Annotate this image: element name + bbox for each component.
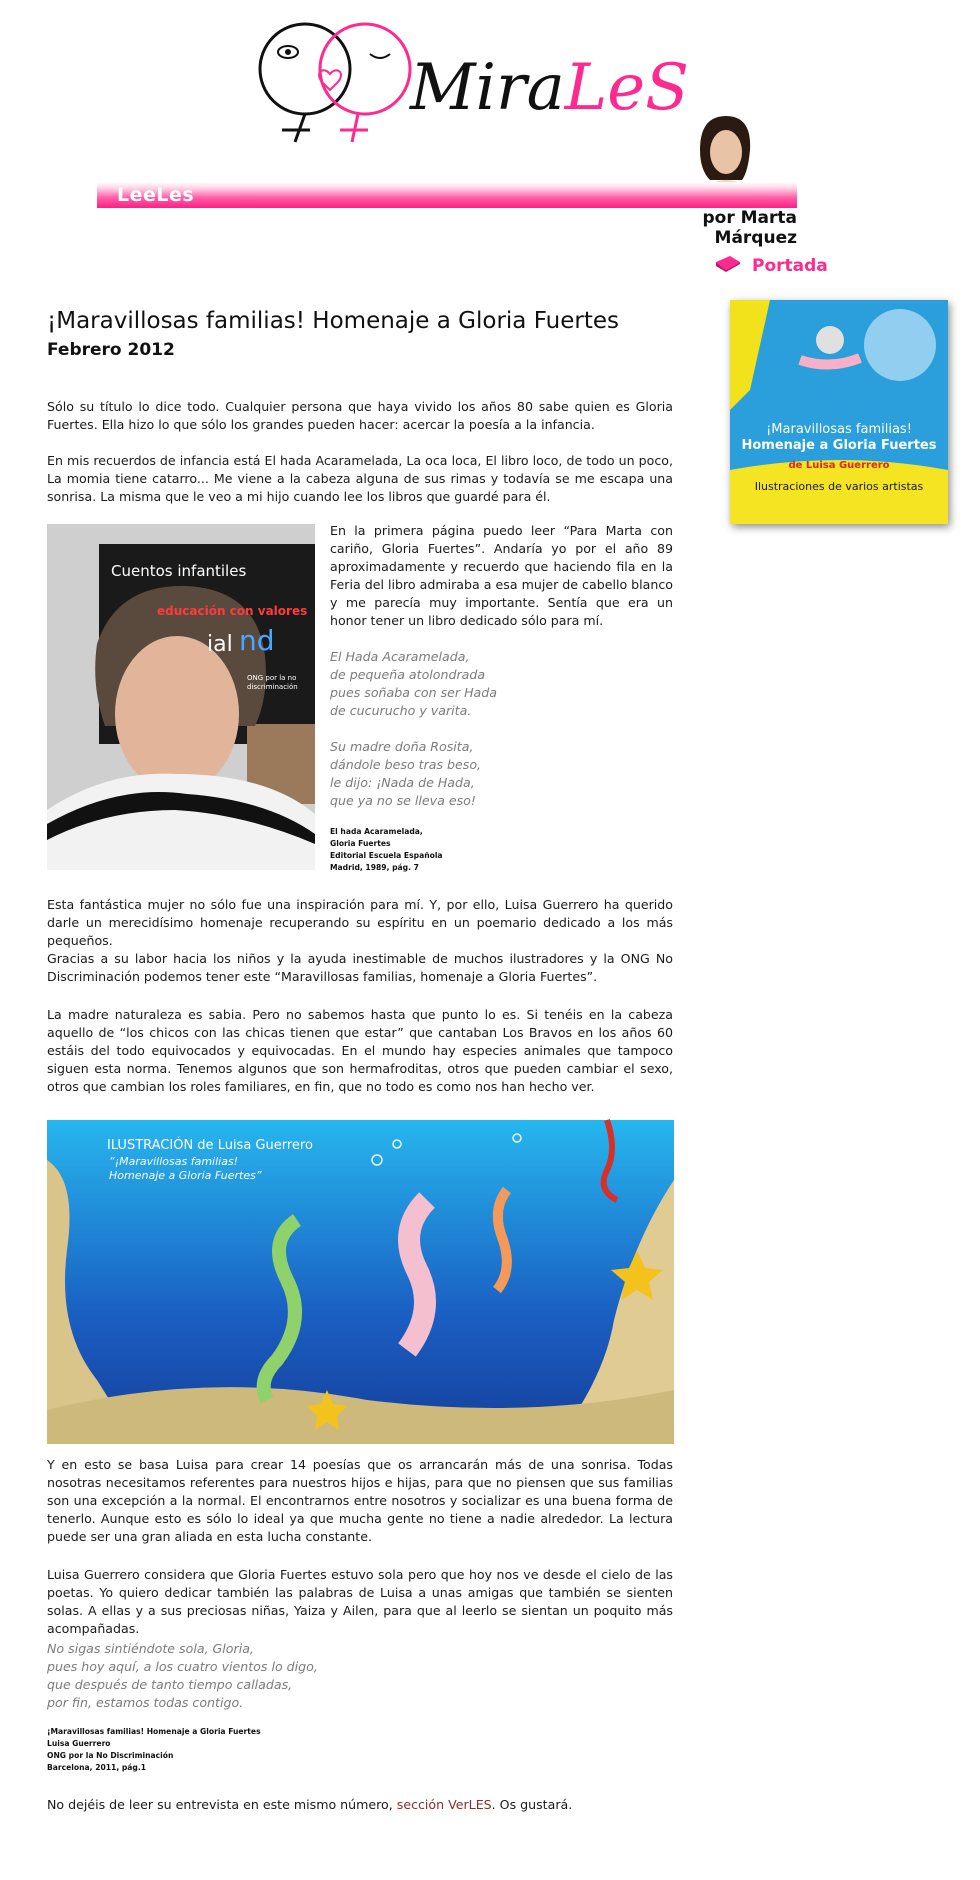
verles-section-link[interactable]: sección VerLES [396,1797,492,1812]
site-logo[interactable] [250,14,689,144]
citation-line: Barcelona, 2011, pág.1 [47,1763,147,1772]
illustration-subtitle-1: “¡Maravillosas familias! [109,1155,239,1168]
paragraph-6: La madre naturaleza es sabia. Pero no sabemos hasta que punto lo es. Si tenéis en la cabeza aquello de “los chicos con las chicas tienen que estar” que cantaban Los Bravos en los años 60 estáis del todo equivocados y equivocadas. En el mundo hay especies animales que tampoco siguen esta norma. Tenemos algunos que son hermafroditas, otros que pueden cambiar el sexo, otros que cambian los roles familiares, en fin, que no todo es como nos han hecho ver. [47,1007,673,1094]
citation-line: Editorial Escuela Española [330,851,443,860]
portada-link[interactable] [714,254,828,278]
photo-sign-line1: Cuentos infantiles [111,562,247,580]
portada-label: Portada [752,256,828,276]
closing-text-after: . Os gustará. [491,1797,573,1812]
book-icon [714,254,742,278]
poem-line: por fin, estamos todas contigo. [47,1695,244,1710]
poem-stanza-1 [330,648,497,720]
paragraph-3: En la primera página puedo leer “Para Marta con cariño, Gloria Fuertes”. Andaría yo por el año 89 aproximadamente y recuerdo que haciendo fila en la Feria del libro admiraba a esa mujer de cabello blanco y me parecía muy importante. Sentía que era un honor tener un libro dedicado sólo para mí. [330,523,673,628]
illustration-seahorses [47,1120,674,1444]
cover-author: de Luisa Guerrero [788,460,890,471]
poem-line: le dijo: ¡Nada de Hada, [330,775,475,790]
paragraph-4: Esta fantástica mujer no sólo fue una inspiración para mí. Y, por ello, Luisa Guerrero ha querido darle un merecidísimo homenaje recuperando su espíritu en un poemario dedicado a los más pequeños. [47,897,673,948]
illustration-subtitle-2: Homenaje a Gloria Fuertes” [109,1169,262,1182]
poem-line: de pequeña atolondrada [330,667,486,682]
poem-line: que ya no se lleva eso! [330,793,476,808]
closing-paragraph [47,1796,673,1814]
cover-illustrators: Ilustraciones de varios artistas [754,480,924,493]
citation-1 [330,826,443,874]
poem-line: El Hada Acaramelada, [330,649,470,664]
book-cover[interactable] [730,300,948,524]
photo-sign-line5: ONG por la no discriminación [247,674,298,691]
poem-line: No sigas sintiéndote sola, Gloria, [47,1641,254,1656]
poem-line: dándole beso tras beso, [330,757,482,772]
paragraph-5: Gracias a su labor hacia los niños y la ayuda inestimable de muchos ilustradores y la ONG No Discriminación podemos tener este “Maravillosas familias, homenaje a Gloria Fuertes”. [47,951,673,984]
paragraph-1: Sólo su título lo dice todo. Cualquier persona que haya vivido los años 80 sabe quien es Gloria Fuertes. Ella hizo lo que sólo los grandes pueden hacer: acercar la poesía a la infancia. [47,399,673,432]
section-bar [97,182,797,208]
citation-2 [47,1726,261,1774]
citation-line: Madrid, 1989, pág. 7 [330,863,419,872]
poem-line: de cucurucho y varita. [330,703,472,718]
poem-stanza-2 [330,738,481,810]
cover-title-line2: Homenaje a Gloria Fuertes [741,438,937,453]
poem-stanza-3 [47,1640,318,1712]
author-photo [47,524,315,870]
paragraph-7: Y en esto se basa Luisa para crear 14 poesías que os arrancarán más de una sonrisa. Todas nosotras necesitamos referentes para nuestros hijos e hijas, para que no piensen que sus familias son una excepción a la normal. El encontrarnos entre nosotros y socializar es una buena forma de tenerlo. Aunque esto es sólo lo ideal ya que mucha gente no tiene a nadie alrededor. La lectura puede ser una gran aliada en esta lucha constante. [47,1457,673,1544]
article-title: ¡Maravillosas familias! Homenaje a Gloria Fuertes [47,308,620,334]
citation-line: ¡Maravillosas familias! Homenaje a Gloria Fuertes [47,1727,261,1736]
author-byline: por Marta Márquez [702,208,797,248]
logo-wordmark: MiraLeS [410,51,689,125]
illustration-heading: ILUSTRACIÓN de Luisa Guerrero [107,1138,313,1153]
section-title: LeeLes [117,184,195,206]
closing-text-before: No dejéis de leer su entrevista en este mismo número, [47,1797,397,1812]
citation-line: El hada Acaramelada, [330,827,423,836]
poem-line: que después de tanto tiempo calladas, [47,1677,293,1692]
paragraph-2: En mis recuerdos de infancia está El hada Acaramelada, La oca loca, El libro loco, de todo un poco, La momia tiene catarro... Me viene a la cabeza alguna de sus rimas y todavía se me escapa una sonrisa. La misma que le veo a mi hijo cuando lee los libros que guardé para él. [47,453,673,504]
poem-line: Su madre doña Rosita, [330,739,474,754]
poem-line: pues hoy aquí, a los cuatro vientos lo digo, [47,1659,318,1674]
cover-title-line1: ¡Maravillosas familias! [766,422,912,437]
citation-line: ONG por la No Discriminación [47,1751,174,1760]
paragraph-8: Luisa Guerrero considera que Gloria Fuertes estuvo sola pero que hoy nos ve desde el cielo de las poetas. Yo quiero dedicar también las palabras de Luisa a unas amigas que también se sienten solas. A ellas y a sus preciosas niñas, Yaiza y Ailen, para que al leerlo se sientan un poquito más acompañadas. [47,1567,673,1636]
photo-sign-line3: ial [207,632,233,657]
photo-sign-line2: educación con valores [157,604,308,618]
photo-sign-line4: nd [239,624,275,657]
article-date: Febrero 2012 [47,340,175,360]
poem-line: pues soñaba con ser Hada [330,685,497,700]
citation-line: Gloria Fuertes [330,839,391,848]
logo-graphic [250,14,689,144]
citation-line: Luisa Guerrero [47,1739,111,1748]
